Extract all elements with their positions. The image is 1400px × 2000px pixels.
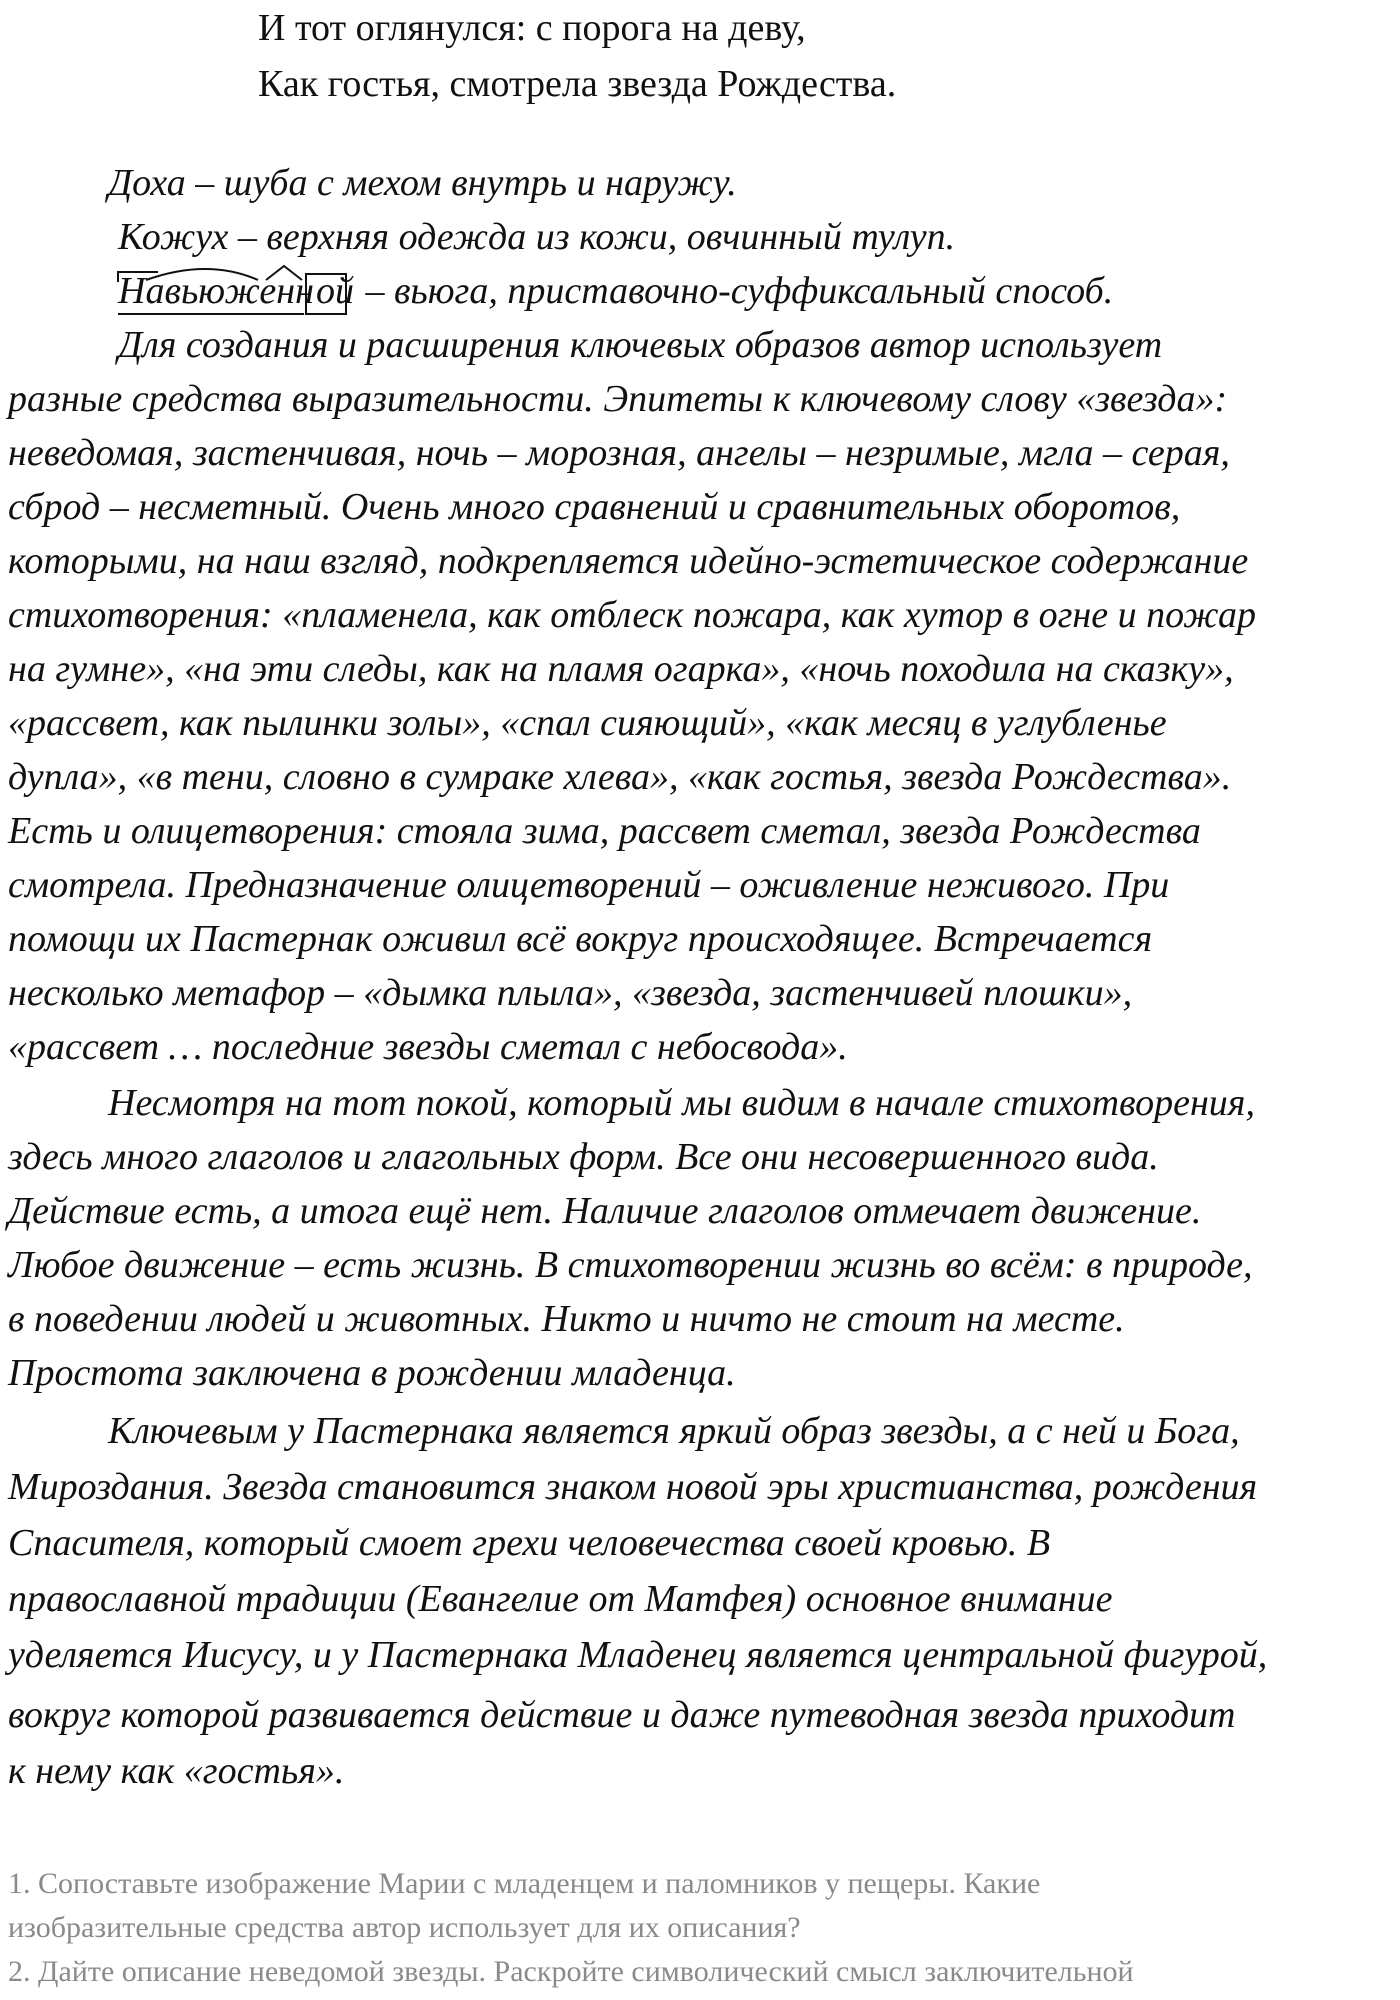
- word-definition: – вьюга, приставочно-суффиксальный способ.: [355, 270, 1114, 312]
- root-arc: [146, 269, 258, 280]
- paragraph-line: сброд – несметный. Очень много сравнений и сравнительных оборотов,: [8, 486, 1181, 528]
- paragraph-line: «рассвет … последние звезды сметал с небосвода».: [8, 1026, 848, 1068]
- paragraph-line: дупла», «в тени, словно в сумраке хлева», «как гостья, звезда Рождества».: [8, 756, 1232, 798]
- question-line: 1. Сопоставьте изображение Марии с младенцем и паломников у пещеры. Какие: [8, 1867, 1041, 1900]
- paragraph-line: несколько метафор – «дымка плыла», «звезда, застенчивей плошки»,: [8, 972, 1133, 1014]
- paragraph-line: разные средства выразительности. Эпитеты к ключевому слову «звезда»:: [8, 378, 1228, 420]
- definition-word-analysis: [118, 264, 1113, 318]
- paragraph-line: которыми, на наш взгляд, подкрепляется идейно-эстетическое содержание: [8, 540, 1249, 582]
- word-stem: Навьюженн: [118, 270, 314, 312]
- paragraph-line: Для создания и расширения ключевых образов автор использует: [118, 324, 1163, 366]
- paragraph-line: помощи их Пастернак оживил всё вокруг происходящее. Встречается: [8, 918, 1153, 960]
- poem-line: Как гостья, смотрела звезда Рождества.: [258, 63, 897, 105]
- paragraph-line: православной традиции (Евангелие от Матфея) основное внимание: [8, 1578, 1113, 1620]
- paragraph-line: уделяется Иисусу, и у Пастернака Младенец является центральной фигурой,: [8, 1634, 1268, 1676]
- paragraph-line: Любое движение – есть жизнь. В стихотворении жизнь во всём: в природе,: [8, 1244, 1253, 1286]
- poem-line: И тот оглянулся: с порога на деву,: [258, 7, 806, 49]
- paragraph-line: стихотворения: «пламенела, как отблеск пожара, как хутор в огне и пожар: [8, 594, 1257, 636]
- paragraph-line: Есть и олицетворения: стояла зима, рассвет сметал, звезда Рождества: [8, 810, 1201, 852]
- paragraph-line: Ключевым у Пастернака является яркий образ звезды, а с ней и Бога,: [108, 1410, 1240, 1452]
- paragraph-line: вокруг которой развивается действие и даже путеводная звезда приходит: [8, 1694, 1236, 1736]
- paragraph-line: Простота заключена в рождении младенца.: [8, 1352, 736, 1394]
- morpheme-marks: [118, 264, 378, 324]
- question-line: изобразительные средства автор использует для их описания?: [8, 1911, 801, 1944]
- ending-box: [306, 274, 346, 314]
- paragraph-line: здесь много глаголов и глагольных форм. Все они несовершенного вида.: [8, 1136, 1159, 1178]
- suffix-mark: [266, 266, 302, 280]
- paragraph-line: в поведении людей и животных. Никто и ничто не стоит на месте.: [8, 1298, 1125, 1340]
- paragraph-line: неведомая, застенчивая, ночь – морозная, ангелы – незримые, мгла – серая,: [8, 432, 1230, 474]
- paragraph-line: Несмотря на тот покой, который мы видим в начале стихотворения,: [108, 1082, 1255, 1124]
- question-line: 2. Дайте описание неведомой звезды. Раскройте символический смысл заключительной: [8, 1955, 1134, 1988]
- definition-doha: Доха – шуба с мехом внутрь и наружу.: [108, 162, 737, 204]
- morpheme-analysis: [118, 264, 356, 318]
- poem-excerpt: [258, 0, 896, 112]
- paragraph-line: к нему как «гостья».: [8, 1750, 345, 1792]
- paragraph-line: Действие есть, а итога ещё нет. Наличие глаголов отмечает движение.: [8, 1190, 1202, 1232]
- paragraph-line: Спасителя, который смоет грехи человечества своей кровью. В: [8, 1522, 1051, 1564]
- paragraph-line: «рассвет, как пылинки золы», «спал сияющий», «как месяц в углубленье: [8, 702, 1167, 744]
- paragraph-line: смотрела. Предназначение олицетворений – оживление неживого. При: [8, 864, 1170, 906]
- definition-kozhuh: Кожух – верхняя одежда из кожи, овчинный тулуп.: [118, 216, 956, 258]
- word-ending: ой: [315, 270, 354, 312]
- paragraph-line: Мироздания. Звезда становится знаком новой эры христианства, рождения: [8, 1466, 1258, 1508]
- paragraph-line: на гумне», «на эти следы, как на пламя огарка», «ночь походила на сказку»,: [8, 648, 1234, 690]
